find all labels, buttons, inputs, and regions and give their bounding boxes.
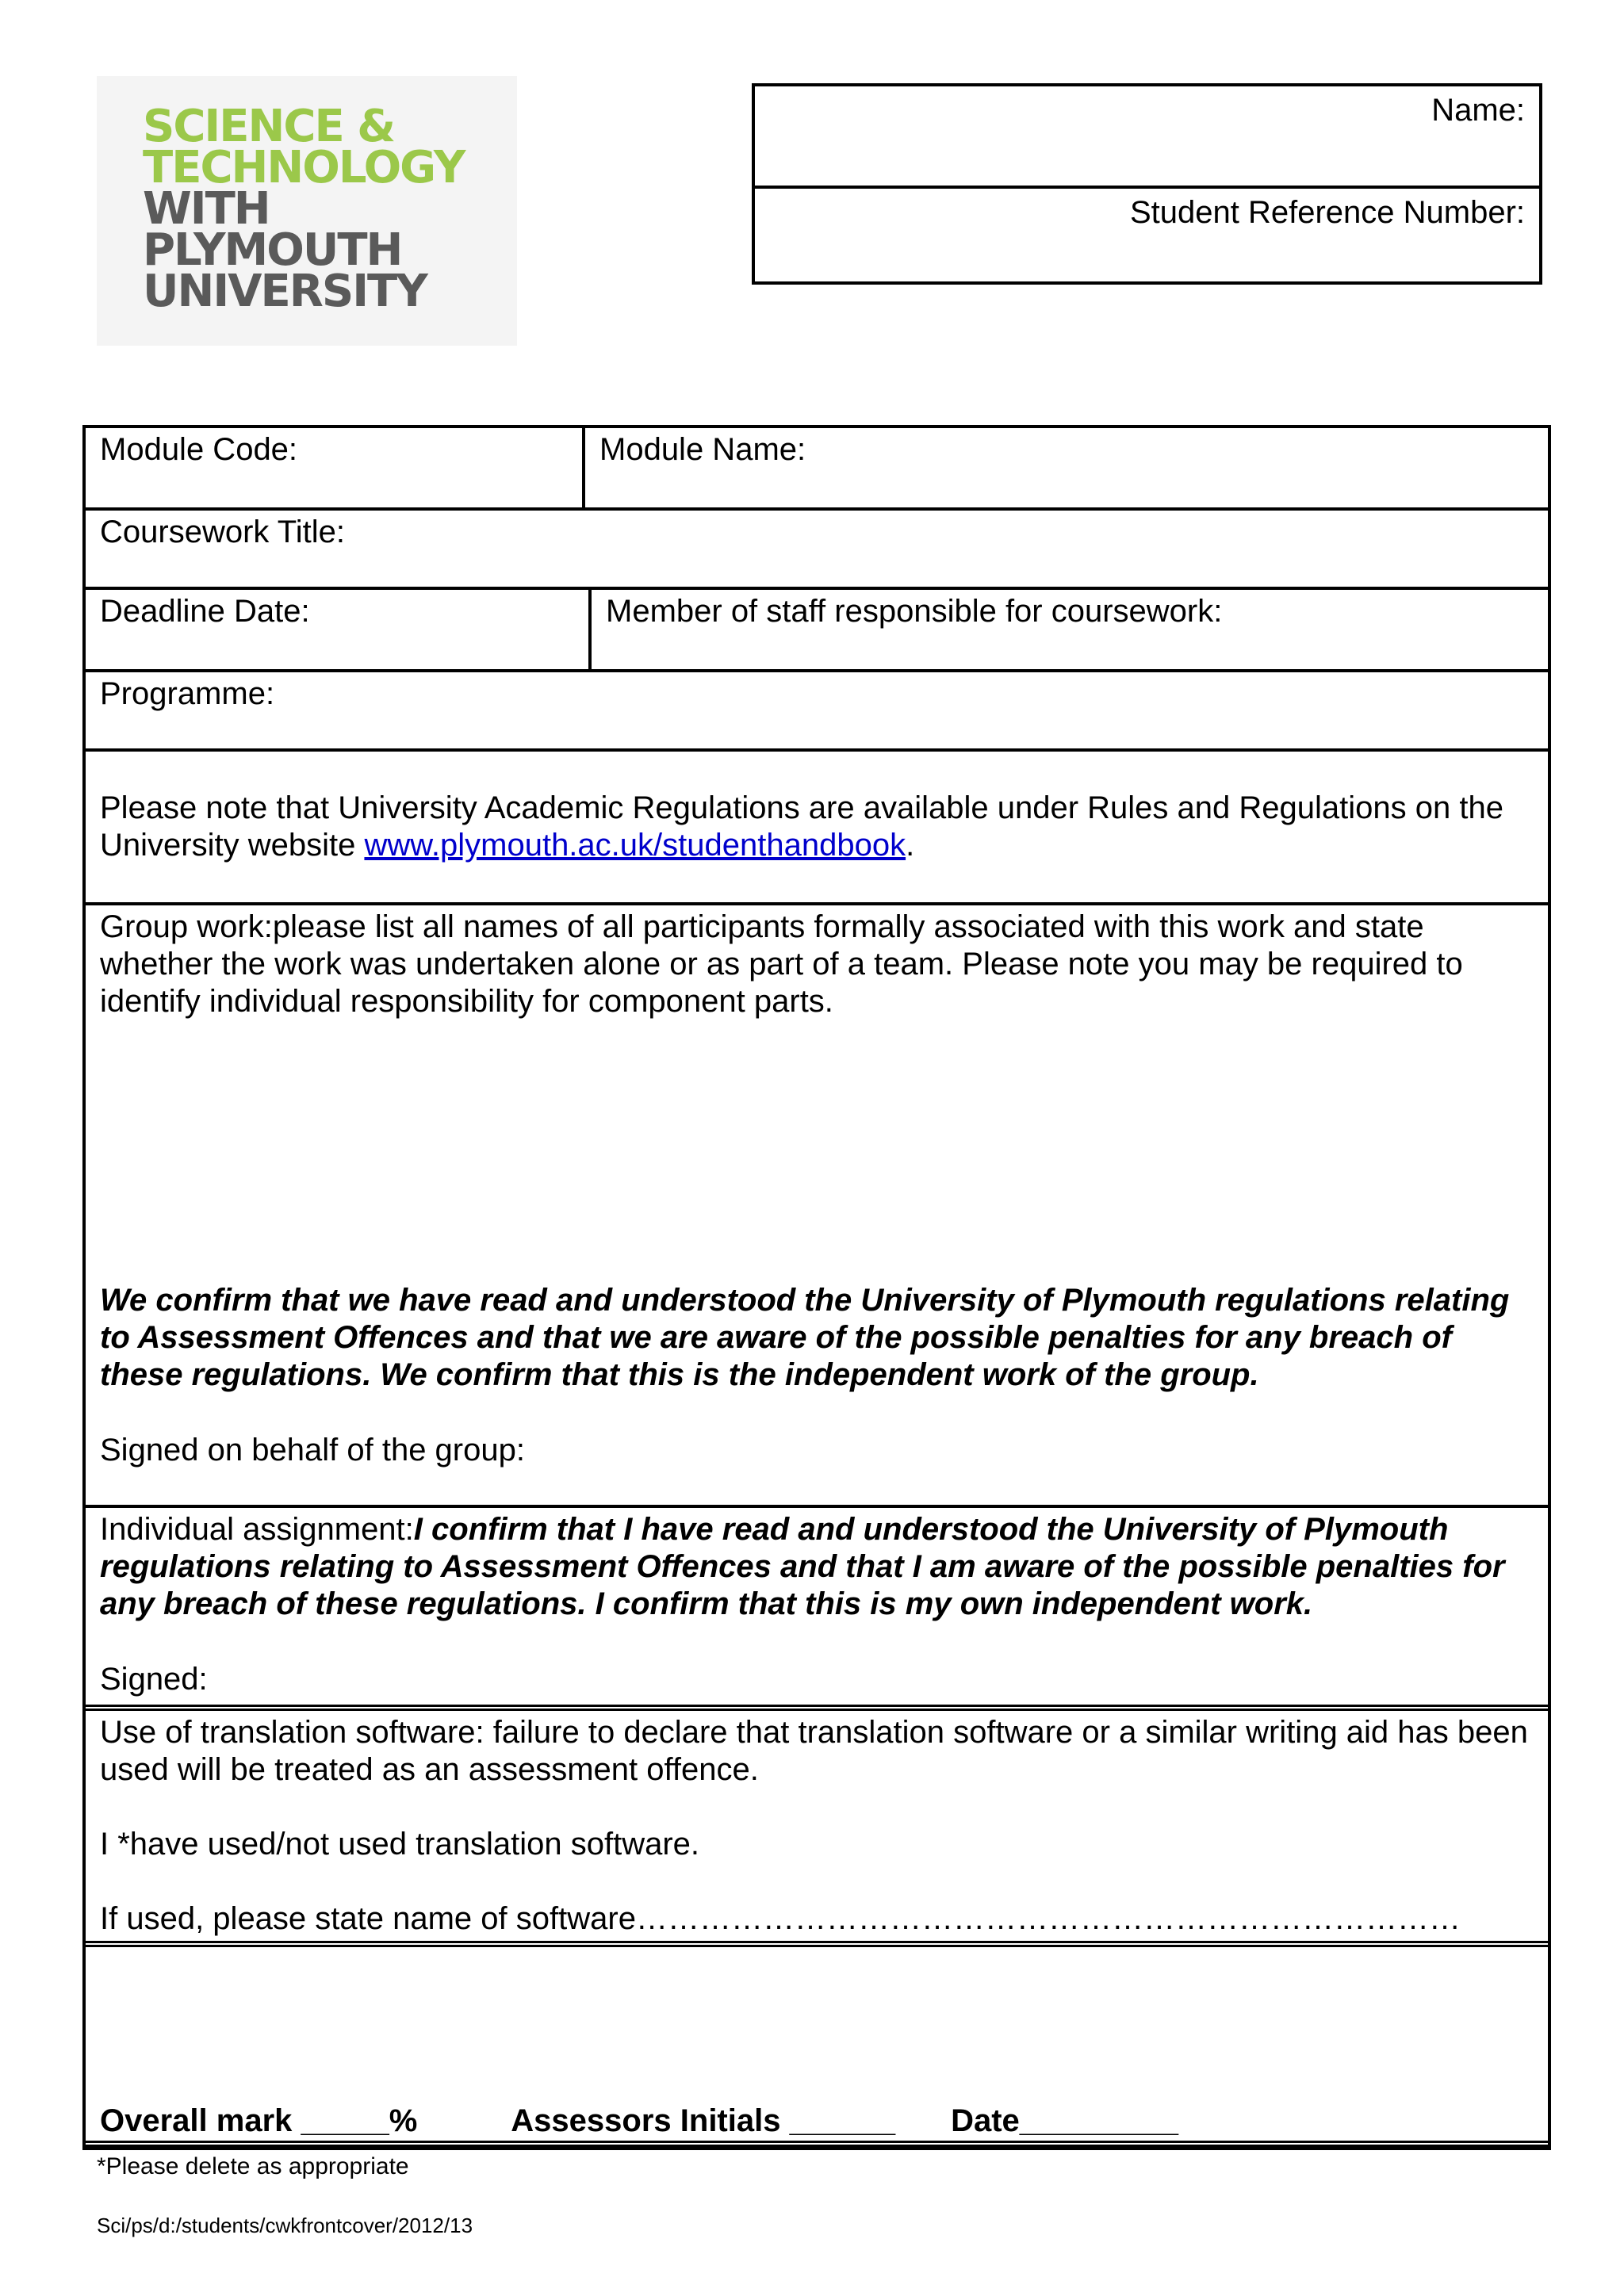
group-work-text: Group work:please list all names of all participants formally associated with this work and state whether the work was undertaken alone or as part of a team. Please note you may be required to identify individual responsibility for component parts.: [100, 909, 1463, 1019]
module-name-label: Module Name:: [599, 432, 806, 467]
logo-line-1: SCIENCE &: [143, 101, 395, 152]
name-field[interactable]: [755, 86, 1539, 186]
staff-responsible-label: Member of staff responsible for coursework:: [606, 594, 1223, 629]
student-details-box: [752, 83, 1542, 285]
coursework-title-label: Coursework Title:: [100, 515, 345, 549]
individual-assignment-label: Individual assignment:: [100, 1512, 414, 1547]
module-code-field[interactable]: [86, 428, 585, 507]
individual-assignment-section: [86, 1508, 1548, 1711]
module-code-label: Module Code:: [100, 432, 298, 467]
module-row: [86, 428, 1548, 511]
deadline-date-label: Deadline Date:: [100, 594, 310, 629]
group-work-section: [86, 905, 1548, 1508]
group-signed-label: Signed on behalf of the group:: [100, 1433, 525, 1468]
coursework-title-field[interactable]: [86, 511, 1548, 590]
individual-confirmation-text: I confirm that I have read and understood the University of Plymouth regulations relating to Assessment Offences and that I am aware of the possible penalties for any breach of these regulations. I confirm that this is my own independent work.: [100, 1512, 1505, 1621]
staff-responsible-field[interactable]: [592, 590, 1548, 669]
student-reference-field[interactable]: [755, 186, 1539, 285]
programme-label: Programme:: [100, 676, 275, 711]
student-reference-label: Student Reference Number:: [1129, 195, 1525, 230]
translation-declaration-text: Use of translation software: failure to declare that translation software or a similar writing aid has been used will be treated as an assessment offence.: [100, 1715, 1528, 1787]
document-reference: Sci/ps/d:/students/cwkfrontcover/2012/13: [97, 2214, 473, 2237]
coursework-form: [82, 425, 1551, 2150]
logo-line-3: WITH: [143, 183, 270, 235]
university-logo: [97, 76, 517, 346]
marking-line: [100, 2103, 1178, 2139]
name-label: Name:: [1431, 93, 1525, 128]
group-participants-area[interactable]: [100, 1020, 1534, 1282]
student-handbook-link[interactable]: www.plymouth.ac.uk/studenthandbook: [364, 828, 906, 863]
individual-assignment-text: [100, 1511, 1534, 1623]
individual-signed-label: Signed:: [100, 1662, 208, 1697]
footnote: *Please delete as appropriate: [97, 2153, 409, 2179]
translation-software-name-field[interactable]: If used, please state name of software……………………………………………………………………: [100, 1901, 1461, 1936]
deadline-row: [86, 590, 1548, 672]
regulations-note: [86, 752, 1548, 905]
assessors-initials-field[interactable]: Assessors Initials ______: [511, 2103, 896, 2138]
translation-software-section: [86, 1711, 1548, 1947]
deadline-date-field[interactable]: [86, 590, 592, 669]
marking-section: [86, 1947, 1548, 2147]
regulations-text: Please note that University Academic Regulations are available under Rules and Regulations on the University website: [100, 790, 1503, 863]
programme-field[interactable]: [86, 672, 1548, 752]
group-confirmation-text: We confirm that we have read and understood the University of Plymouth regulations relating to Assessment Offences and that we are aware of the possible penalties for any breach of these regulations. We confirm that this is the independent work of the group.: [100, 1283, 1510, 1392]
regulations-end: .: [906, 828, 915, 863]
translation-used-option[interactable]: I *have used/not used translation software.: [100, 1827, 700, 1862]
overall-mark-field[interactable]: Overall mark _____%: [100, 2103, 418, 2138]
logo-line-2: TECHNOLOGY: [143, 142, 465, 193]
logo-line-5: UNIVERSITY: [143, 266, 427, 317]
date-field[interactable]: Date_________: [951, 2103, 1178, 2138]
module-name-field[interactable]: [585, 428, 1548, 507]
logo-line-4: PLYMOUTH: [143, 224, 402, 276]
